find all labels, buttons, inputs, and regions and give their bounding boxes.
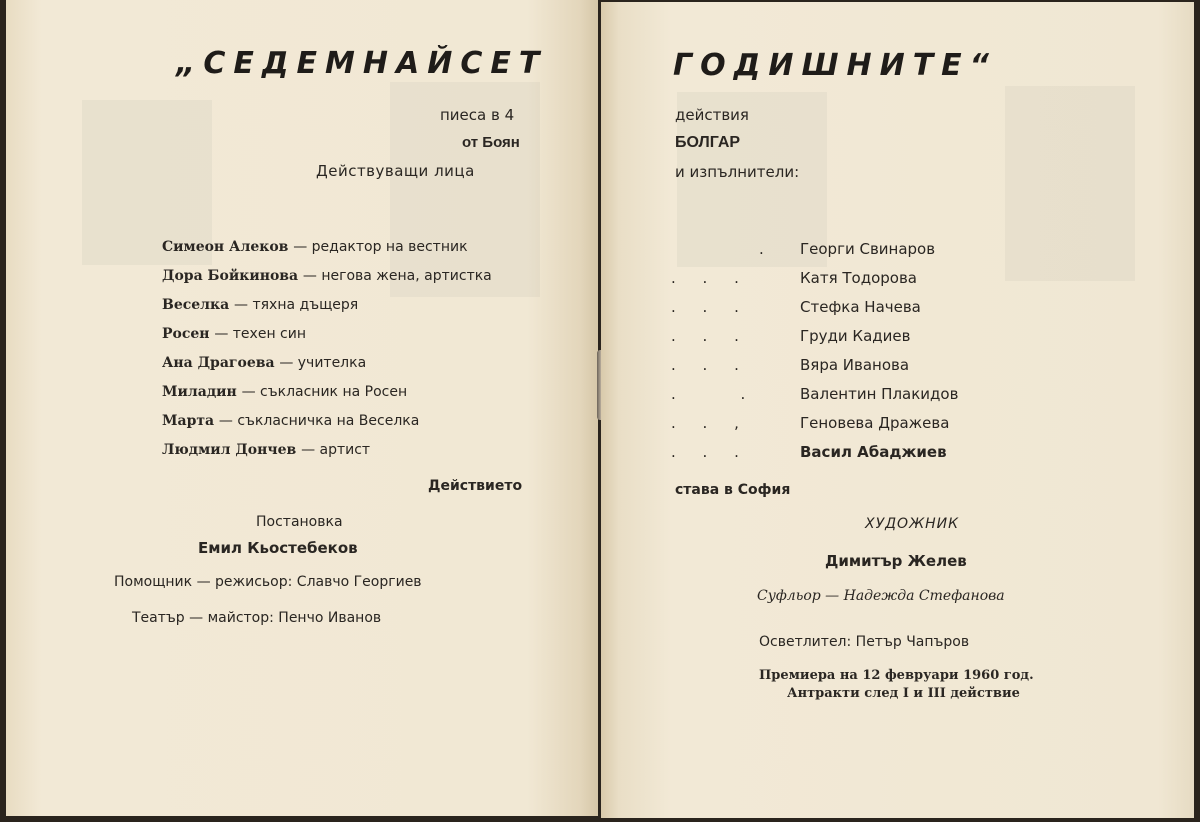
setting-part1: Действието: [428, 478, 523, 494]
character-row: [162, 266, 492, 284]
character-row: [162, 295, 358, 313]
character-name: Миладин: [162, 384, 237, 400]
character-row: [162, 382, 407, 400]
character-row: [162, 440, 370, 458]
character-name: Марта: [162, 413, 215, 429]
performer-leader: . . .: [671, 269, 750, 287]
play-subtitle-part1: пиеса в 4: [440, 106, 515, 124]
lighting: Осветлител: Петър Чапъров: [759, 634, 970, 650]
premiere-date: Премиера на 12 февруари 1960 год.: [759, 668, 1034, 683]
character-role: — редактор на вестник: [293, 239, 468, 255]
author-part2: БОЛГАР: [675, 134, 741, 151]
performer-name: Васил Абаджиев: [800, 443, 947, 461]
left-page: [6, 0, 598, 816]
play-title-part1: „СЕДЕМНАЙСЕТ: [176, 46, 548, 81]
artist-name: Димитър Желев: [825, 552, 967, 570]
character-role: — съкласник на Росен: [241, 384, 408, 400]
character-role: — техен син: [214, 326, 306, 342]
character-name: Росен: [162, 326, 210, 342]
performer-leader: . . .: [671, 327, 750, 345]
performer-name: Катя Тодорова: [800, 269, 917, 287]
setting-part2: става в София: [675, 482, 791, 498]
show-through-block: [1005, 86, 1135, 281]
performer-leader: . . .: [671, 356, 750, 374]
character-row: [162, 237, 468, 255]
performer-leader: . . ,: [671, 414, 750, 432]
character-row: [162, 411, 419, 429]
character-name: Симеон Алеков: [162, 239, 289, 255]
performer-leader: . . .: [671, 298, 750, 316]
performer-leader: . . .: [671, 443, 750, 461]
performer-name: Груди Кадиев: [800, 327, 911, 345]
performer-leader: .: [759, 240, 764, 258]
performer-leader: . .: [671, 385, 776, 403]
character-name: Дора Бойкинова: [162, 268, 299, 284]
artist-label: ХУДОЖНИК: [865, 516, 960, 532]
performer-name: Геновева Дражева: [800, 414, 950, 432]
author-part1: от Боян: [462, 134, 520, 151]
character-role: — тяхна дъщеря: [234, 297, 359, 313]
assistant-director: Помощник — режисьор: Славчо Георгиев: [114, 574, 422, 590]
performer-name: Георги Свинаров: [800, 240, 936, 258]
cast-heading-part2: и изпълнители:: [675, 163, 800, 181]
prompter: Суфльор — Надежда Стефанова: [757, 588, 1005, 604]
theatre-master: Театър — майстор: Пенчо Иванов: [132, 610, 382, 626]
direction-label: Постановка: [256, 514, 343, 530]
character-name: Людмил Дончев: [162, 442, 297, 458]
character-role: — негова жена, артистка: [302, 268, 492, 284]
performer-name: Вяра Иванова: [800, 356, 910, 374]
right-page: [601, 2, 1194, 818]
character-row: [162, 353, 366, 371]
intermissions: Антракти след I и III действие: [787, 686, 1020, 701]
play-title-part2: ГОДИШНИТЕ“: [673, 48, 997, 83]
performer-name: Стефка Начева: [800, 298, 921, 316]
character-role: — учителка: [279, 355, 367, 371]
character-role: — съкласничка на Веселка: [218, 413, 420, 429]
character-role: — артист: [301, 442, 371, 458]
character-name: Веселка: [162, 297, 230, 313]
cast-heading-part1: Действуващи лица: [316, 162, 475, 180]
director-name: Емил Кьостебеков: [198, 539, 358, 557]
character-row: [162, 324, 306, 342]
character-name: Ана Драгоева: [162, 355, 275, 371]
play-subtitle-part2: действия: [675, 106, 749, 124]
performer-name: Валентин Плакидов: [800, 385, 959, 403]
